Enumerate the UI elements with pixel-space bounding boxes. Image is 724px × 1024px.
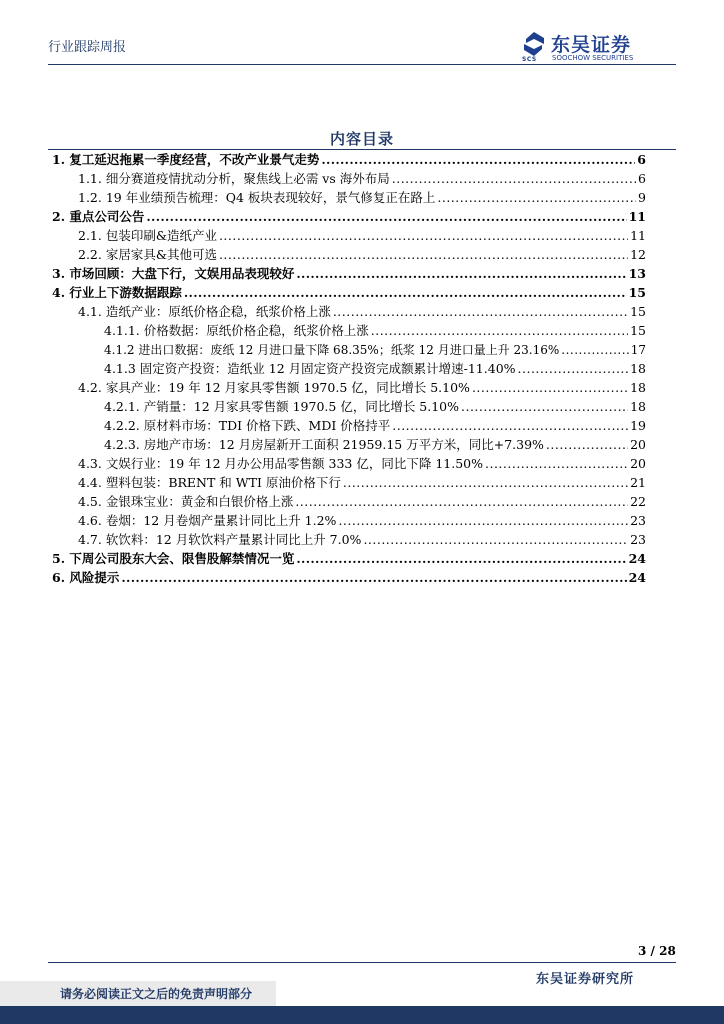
toc-entry[interactable]: [52, 207, 646, 227]
toc-entry-page: 23: [630, 513, 646, 528]
toc-entry-page: 15: [628, 285, 646, 300]
toc-entry-page: 18: [630, 361, 646, 376]
company-logo: [522, 31, 672, 63]
toc-entry[interactable]: [78, 245, 646, 265]
logo-mark-icon: [522, 31, 546, 57]
toc-entry-label: 4.1.2 进出口数据：废纸 12 月进口量下降 68.35%；纸浆 12 月进口量上升 23.16%: [104, 343, 560, 357]
toc-entry-page: 6: [638, 171, 646, 186]
toc-entry[interactable]: [52, 568, 646, 588]
logo-chinese-name: 东吴证券: [551, 34, 632, 56]
toc-entry[interactable]: [52, 549, 646, 569]
toc-entry-label: 4.7. 软饮料：12 月软饮料产量累计同比上升 7.0%: [78, 532, 362, 547]
toc-entry-label: 2. 重点公司公告: [52, 209, 145, 224]
logo-english-name: SOOCHOW SECURITIES: [552, 54, 634, 62]
toc-entry-page: 24: [628, 551, 646, 566]
toc-entry-label: 4.3. 文娱行业：19 年 12 月办公用品零售额 333 亿，同比下降 11.50%: [78, 456, 483, 471]
toc-entry-page: 11: [628, 209, 646, 224]
toc-entry[interactable]: [78, 169, 646, 189]
toc-entry[interactable]: [104, 397, 646, 417]
toc-entry-label: 4.5. 金银珠宝业：黄金和白银价格上涨: [78, 494, 294, 509]
toc-entry-label: 5. 下周公司股东大会、限售股解禁情况一览: [52, 551, 295, 566]
toc-entry-label: 4.2. 家具产业：19 年 12 月家具零售额 1970.5 亿，同比增长 5.10%: [78, 380, 470, 395]
toc-entry-label: 4.1.3 固定资产投资：造纸业 12 月固定资产投资完成额累计增速-11.40%: [104, 361, 516, 376]
toc-entry-label: 4.1. 造纸产业：原纸价格企稳，纸浆价格上涨: [78, 304, 331, 319]
toc-entry-page: 15: [630, 304, 646, 319]
toc-entry-label: 4.2.2. 原材料市场：TDI 价格下跌、MDI 价格持平: [104, 418, 391, 433]
toc-entry-page: 17: [630, 343, 646, 357]
toc-entry-label: 3. 市场回顾：大盘下行，文娱用品表现较好: [52, 266, 295, 281]
toc-entry-page: 20: [630, 456, 646, 471]
toc-entry[interactable]: [52, 150, 646, 170]
toc-entry-page: 6: [637, 152, 646, 167]
toc-entry-page: 23: [630, 532, 646, 547]
header-category: 行业跟踪周报: [48, 40, 127, 55]
toc-entry-page: 9: [638, 190, 646, 205]
toc-entry-label: 2.2. 家居家具&其他可选: [78, 247, 217, 262]
toc-entry-page: 11: [630, 228, 646, 243]
toc-entry-page: 19: [630, 418, 646, 433]
toc-entry-page: 13: [628, 266, 646, 281]
disclaimer-notice: 请务必阅读正文之后的免责声明部分: [60, 987, 253, 1001]
toc-entry[interactable]: [104, 435, 646, 455]
toc-entry-page: 18: [630, 399, 646, 414]
toc-entry-label: 4.4. 塑料包装：BRENT 和 WTI 原油价格下行: [78, 475, 341, 490]
toc-entry[interactable]: [78, 511, 646, 531]
toc-entry-page: 12: [630, 247, 646, 262]
toc-entry-label: 4.2.3. 房地产市场：12 月房屋新开工面积 21959.15 万平方米，同比+7.39%: [104, 437, 544, 452]
toc-entry-label: 4.2.1. 产销量：12 月家具零售额 1970.5 亿，同比增长 5.10%: [104, 399, 459, 414]
toc-entry[interactable]: [78, 302, 646, 322]
toc-entry-label: 1.2. 19 年业绩预告梳理：Q4 板块表现较好，景气修复正在路上: [78, 190, 436, 205]
toc-entry[interactable]: [52, 264, 646, 284]
toc-entry-label: 6. 风险提示: [52, 570, 120, 585]
toc-entry[interactable]: [78, 473, 646, 493]
toc-entry-page: 24: [628, 570, 646, 585]
toc-entry[interactable]: [104, 321, 646, 341]
logo-abbr: SCS: [522, 56, 537, 63]
toc-entry[interactable]: [104, 416, 646, 436]
footer-divider: [48, 962, 676, 963]
toc-entry-page: 15: [630, 323, 646, 338]
header-divider: [48, 64, 676, 65]
toc-entry-page: 21: [630, 475, 646, 490]
toc-entry[interactable]: [78, 188, 646, 208]
footer-company: 东吴证券研究所: [536, 972, 635, 987]
toc-entry-page: 20: [630, 437, 646, 452]
toc-entry[interactable]: [78, 378, 646, 398]
toc-entry[interactable]: [78, 226, 646, 246]
toc-entry-label: 1. 复工延迟拖累一季度经营，不改产业景气走势: [52, 152, 320, 167]
toc-entry[interactable]: [104, 340, 646, 360]
toc-entry[interactable]: [78, 492, 646, 512]
toc-entry-label: 4. 行业上下游数据跟踪: [52, 285, 182, 300]
toc-entry[interactable]: [52, 283, 646, 303]
toc-entry-page: 22: [630, 494, 646, 509]
toc-entry[interactable]: [78, 454, 646, 474]
toc-entry-label: 1.1. 细分赛道疫情扰动分析，聚焦线上必需 vs 海外布局: [78, 171, 390, 186]
toc-entry-label: 4.1.1. 价格数据：原纸价格企稳，纸浆价格上涨: [104, 323, 369, 338]
page-number: 3 / 28: [638, 944, 676, 958]
toc-entry[interactable]: [104, 359, 646, 379]
toc-entry-label: 2.1. 包装印刷&造纸产业: [78, 228, 217, 243]
toc-entry[interactable]: [78, 530, 646, 550]
toc-title: 内容目录: [329, 130, 394, 148]
toc-entry-label: 4.6. 卷烟：12 月卷烟产量累计同比上升 1.2%: [78, 513, 337, 528]
footer-bar: [0, 1006, 724, 1024]
toc-entry-page: 18: [630, 380, 646, 395]
